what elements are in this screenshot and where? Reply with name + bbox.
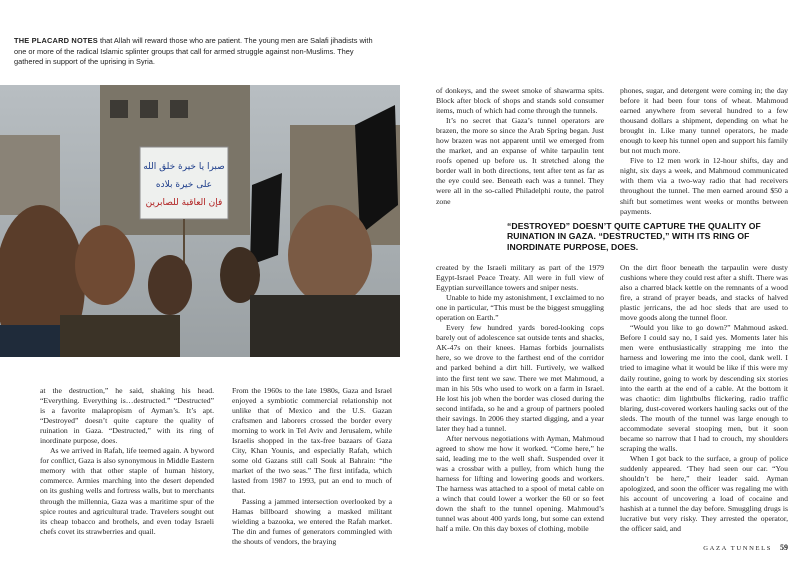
page-number: 59 [780, 543, 788, 552]
column-4-bottom [620, 263, 788, 534]
column-1 [40, 386, 214, 537]
c2-paragraph: From the 1960s to the late 1980s, Gaza and Israel enjoyed a symbiotic commercial relationship not unlike that of Mexico and the U.S. Gazan craftsmen and laborers crossed the border every morning to work in Tel Aviv and Jerusalem, while Israelis shopped in the tax-free bazaars of Gaza City, Khan Younis, and especially Rafah, which some old Gazans still call Souk al Bahrain: “the market of the two seas.” The first intifada, which lasted from 1987 to 1993, put an end to much of that. [232, 386, 392, 496]
column-3-top [436, 86, 604, 207]
caption-text: that Allah will reward those who are patient. The young men are Salafi jihadists with one or more of the radical Islamic splinter groups that call for armed struggle against non-Muslims. They gathered in support of the uprising in Syria. [14, 36, 373, 67]
sign-line-3: فإن العاقبة للصابرين [145, 198, 223, 208]
photo-caption [14, 36, 384, 68]
c4a-paragraph: Five to 12 men work in 12-hour shifts, day and night, six days a week, and Mahmoud communicated with them via a two-way radio that had receivers throughout the tunnel. The men earned around $50 a shift but sometimes went weeks or months between payments. [620, 156, 788, 216]
c4b-paragraph: When I got back to the surface, a group of police suddenly appeared. ‘They had seen our car. “You shouldn’t be here,” their leader said. Ayman apologized, and soon the officer was regaling me with his account of uncovering a load of cocaine and hashish at a tunnel the day before. Smuggling drugs is lucrative but very risky. They arrested the operator, the officer said, and [620, 453, 788, 534]
c3b-paragraph: After nervous negotiations with Ayman, Mahmoud agreed to show me how it worked. “Come here,” he said, leading me to the well shaft. Suspended over it was a crossbar with a pulley, from which hung the harness for lifting and lowering goods and workers. The harness was attached to a spool of metal cable on a winch that could lower a worker the 60 or so feet down the shaft to the tunnel opening. Mahmoud’s tunnel was about 400 yards long, but some can extend half a mile. On this day boxes of clothing, mobile [436, 433, 604, 534]
column-3-bottom [436, 263, 604, 534]
protest-photo [0, 85, 400, 357]
column-4-top [620, 86, 788, 217]
pull-quote: “DESTROYED” DOESN’T QUITE CAPTURE THE QUALITY OF RUINATION IN GAZA. “DESTRUCTED,” WITH ITS RING OF INORDINATE PURPOSE, DOES. [507, 221, 761, 252]
c1-paragraph: at the destruction,” he said, shaking his head. “Everything. Everything is…destructed.” “Destructed” is a favorite malapropism of Ayman’s. It’s apt. “Destroyed” doesn’t quite capture the quality of ruination in Gaza. “Destructed,” with its ring of inordinate purpose, does. [40, 386, 214, 446]
column-2 [232, 386, 392, 547]
page-folio [678, 543, 788, 552]
c3a-paragraph: of donkeys, and the sweet smoke of shawarma spits. Block after block of shops and stands sold consumer items, much of which had come through the tunnels. [436, 86, 604, 116]
c4a-paragraph: phones, sugar, and detergent were coming in; the day before it had been four tons of wheat. Mahmoud earned anywhere from several hundred to a few thousand dollars a shipment, depending on what he brought in. Like many tunnel operators, he made enough to keep his tunnel open and support his family but not much more. [620, 86, 788, 156]
c3b-paragraph: Every few hundred yards bored-looking cops barely out of adolescence sat outside tents and shacks, AK-47s on their knees. Hamas forbids journalists here, so we drove to the farthest end of the corridor and parked behind a dirt hill. Furtively, we walked into the first tent we saw. There we met Mahmoud, a man in his 50s who used to work on a farm in Israel. He lost his job when the border was closed during the second intifada, so he and a group of partners pooled their savings. In 2006 they started digging, and a year later they had a tunnel. [436, 323, 604, 433]
sign-line-2: على خيرة بلاده [155, 180, 213, 190]
sign-line-1: صبرا يا خيرة خلق الله [143, 162, 225, 172]
c1-paragraph: As we arrived in Rafah, life teemed again. A byword for conflict, Gaza is also synonymous in Middle Eastern memory with that other staple of human history, commerce. Armies marching into the desert depended on its gushing wells and fortress walls, but to merchants through the millennia, Gaza was a maritime spur of the spice routes and agricultural trade. Travelers sought out its cheap tobacco and brothels, and even today Israeli chefs covet its strawberries and quail. [40, 446, 214, 536]
caption-lead: THE PLACARD NOTES [14, 36, 98, 45]
c3b-paragraph: Unable to hide my astonishment, I exclaimed to no one in particular, “This must be the biggest smuggling operation on Earth.” [436, 293, 604, 323]
c4b-paragraph: “Would you like to go down?” Mahmoud asked. Before I could say no, I said yes. Moments later his men were enthusiastically strapping me into the harness and lowering me into the cool, dank well. I tried to imagine what it would be like if this were my daily routine, going to work by descending six stories into the earth at the end of a cable. At the bottom it was chaotic: dim lightbulbs flickering, radio traffic blaring, dust-covered workers hauling sacks out of the sleds. The mouth of the tunnel was large enough to accommodate several stooping men, but it soon became so narrow that I had to crouch, my shoulders scraping the walls. [620, 323, 788, 453]
running-title: GAZA TUNNELS [703, 545, 772, 552]
c4b-paragraph: On the dirt floor beneath the tarpaulin were dusty cushions where they could rest after a shift. There was also a charred black kettle on the remnants of a wood fire, a strand of prayer beads, and stacks of halved plastic jerricans, the ad hoc sleds that are used to move goods along the tunnel floor. [620, 263, 788, 323]
c3a-paragraph: It’s no secret that Gaza’s tunnel operators are brazen, the more so since the Arab Spring began. Just how brazen was not apparent until we emerged from the market, and an expanse of white tarpaulin tent roofs opened up before us. It stretched along the border wall in both directions, tent after tent as far as the eye could see. Beneath each was a tunnel. They were all in the so-called Philadelphi route, the patrol zone [436, 116, 604, 206]
c2-paragraph: Passing a jammed intersection overlooked by a Hamas billboard showing a masked militant wielding a bazooka, we entered the Rafah market. The din and fumes of generators commingled with the shouts of vendors, the braying [232, 496, 392, 546]
c3b-paragraph: created by the Israeli military as part of the 1979 Egypt-Israel Peace Treaty. All were in full view of Egyptian surveillance towers and sniper nests. [436, 263, 604, 293]
